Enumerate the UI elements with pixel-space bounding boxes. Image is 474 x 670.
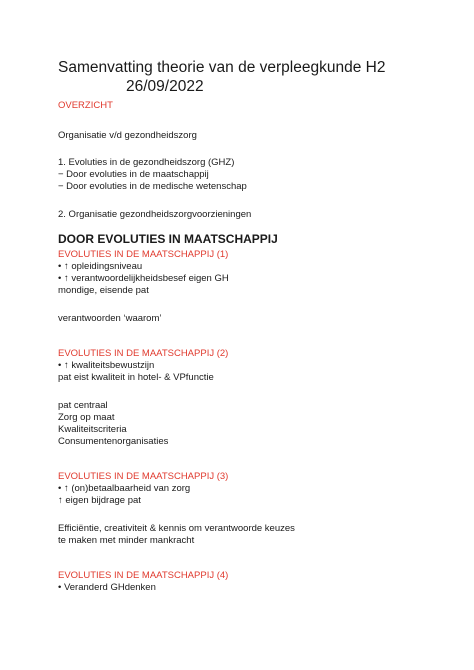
block-line: • Veranderd GHdenken bbox=[58, 582, 156, 593]
overview-label: OVERZICHT bbox=[58, 100, 113, 111]
block-line: Consumentenorganisaties bbox=[58, 436, 169, 447]
block-line: mondige, eisende pat bbox=[58, 285, 149, 296]
org-title: Organisatie v/d gezondheidszorg bbox=[58, 130, 197, 141]
block-line: verantwoorden ‘waarom’ bbox=[58, 313, 162, 324]
block-heading: EVOLUTIES IN DE MAATSCHAPPIJ (3) bbox=[58, 471, 229, 482]
block-line: • ↑ (on)betaalbaarheid van zorg bbox=[58, 483, 191, 494]
block-line: Efficiëntie, creativiteit & kennis om verantwoorde keuzes bbox=[58, 523, 295, 534]
document-date: 26/09/2022 bbox=[126, 78, 204, 95]
document-title: Samenvatting theorie van de verpleegkunde H2 bbox=[58, 59, 386, 76]
block-line: te maken met minder mankracht bbox=[58, 535, 195, 546]
block-heading: EVOLUTIES IN DE MAATSCHAPPIJ (4) bbox=[58, 570, 229, 581]
toc-item: − Door evoluties in de medische wetenschap bbox=[58, 181, 247, 192]
block-line: • ↑ opleidingsniveau bbox=[58, 261, 143, 272]
block-heading: EVOLUTIES IN DE MAATSCHAPPIJ (1) bbox=[58, 249, 229, 260]
toc-item: 2. Organisatie gezondheidszorgvoorzieningen bbox=[58, 209, 252, 220]
block-line: ↑ eigen bijdrage pat bbox=[58, 495, 141, 506]
section-heading: DOOR EVOLUTIES IN MAATSCHAPPIJ bbox=[58, 232, 278, 246]
block-line: Zorg op maat bbox=[58, 412, 115, 423]
toc-item: 1. Evoluties in de gezondheidszorg (GHZ) bbox=[58, 157, 235, 168]
block-line: Kwaliteitscriteria bbox=[58, 424, 127, 435]
block-line: pat eist kwaliteit in hotel- & VPfunctie bbox=[58, 372, 214, 383]
toc-item: − Door evoluties in de maatschappij bbox=[58, 169, 209, 180]
block-line: • ↑ kwaliteitsbewustzijn bbox=[58, 360, 155, 371]
block-heading: EVOLUTIES IN DE MAATSCHAPPIJ (2) bbox=[58, 348, 229, 359]
block-line: • ↑ verantwoordelijkheidsbesef eigen GH bbox=[58, 273, 229, 284]
block-line: pat centraal bbox=[58, 400, 108, 411]
